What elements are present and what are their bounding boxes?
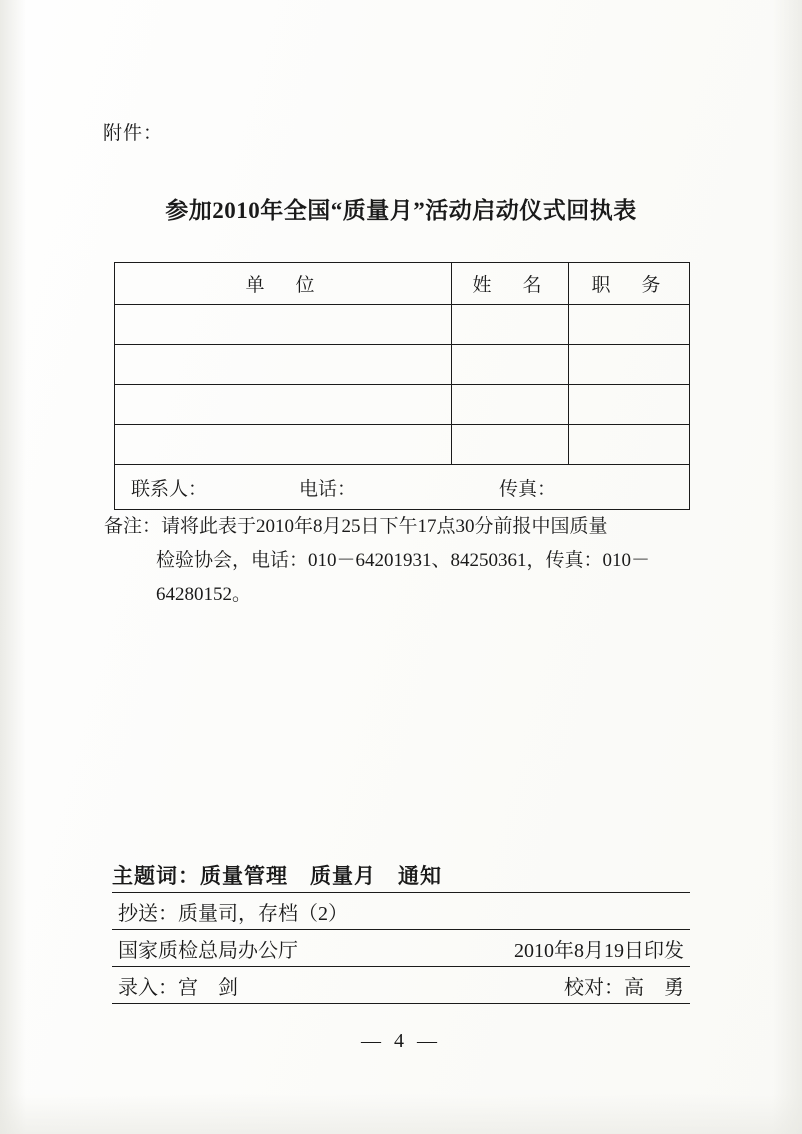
footer-proofreader: 校对：高 勇 bbox=[401, 967, 690, 1004]
table-row[interactable] bbox=[115, 425, 690, 465]
footer-cc-text: 抄送：质量司，存档（2） bbox=[112, 893, 690, 930]
table-row-contact[interactable] bbox=[115, 465, 690, 510]
cell-position[interactable] bbox=[569, 385, 690, 425]
scan-shadow-left bbox=[0, 0, 26, 1134]
page-number: — 4 — bbox=[361, 1030, 441, 1052]
attachment-label: 附件： bbox=[103, 123, 164, 144]
table-body bbox=[115, 305, 690, 510]
receipt-table bbox=[114, 262, 690, 510]
footer-issue-date: 2010年8月19日印发 bbox=[401, 930, 690, 967]
table-row[interactable] bbox=[115, 305, 690, 345]
remark-line-2: 检验协会，电话：010－64201931、84250361，传真：010－64280152。 bbox=[156, 550, 651, 605]
column-header-position: 职 务 bbox=[569, 263, 690, 305]
cell-name[interactable] bbox=[452, 345, 569, 385]
footer-typist: 录入：宫 剑 bbox=[112, 967, 401, 1004]
footer-issuer-office: 国家质检总局办公厅 bbox=[112, 930, 401, 967]
column-header-unit: 单 位 bbox=[115, 263, 452, 305]
cell-name[interactable] bbox=[452, 305, 569, 345]
cell-position[interactable] bbox=[569, 345, 690, 385]
table-header bbox=[115, 263, 690, 305]
subject-keywords: 主题词：质量管理 质量月 通知 bbox=[112, 864, 442, 888]
column-header-name: 姓 名 bbox=[452, 263, 569, 305]
remark-line-1: 备注：请将此表于2010年8月25日下午17点30分前报中国质量 bbox=[104, 516, 608, 537]
cell-position[interactable] bbox=[569, 305, 690, 345]
footer-row-staff bbox=[112, 967, 690, 1004]
table-row[interactable] bbox=[115, 385, 690, 425]
contact-cell[interactable] bbox=[115, 465, 690, 510]
footer-row-issuer bbox=[112, 930, 690, 967]
remark-block bbox=[104, 510, 744, 612]
cell-unit[interactable] bbox=[115, 345, 452, 385]
cell-unit[interactable] bbox=[115, 305, 452, 345]
cell-unit[interactable] bbox=[115, 425, 452, 465]
cell-name[interactable] bbox=[452, 425, 569, 465]
cell-name[interactable] bbox=[452, 385, 569, 425]
scan-shadow-bottom bbox=[0, 1094, 802, 1134]
page-title: 参加2010年全国“质量月”活动启动仪式回执表 bbox=[165, 198, 637, 223]
table-row[interactable] bbox=[115, 345, 690, 385]
scan-shadow-right bbox=[772, 0, 802, 1134]
footer-table bbox=[112, 892, 690, 1004]
fax-label: 传真： bbox=[499, 478, 557, 500]
contact-person-label: 联系人： bbox=[131, 478, 208, 500]
footer-row-cc bbox=[112, 893, 690, 930]
table-header-row bbox=[115, 263, 690, 305]
cell-position[interactable] bbox=[569, 425, 690, 465]
phone-label: 电话： bbox=[299, 478, 357, 500]
cell-unit[interactable] bbox=[115, 385, 452, 425]
